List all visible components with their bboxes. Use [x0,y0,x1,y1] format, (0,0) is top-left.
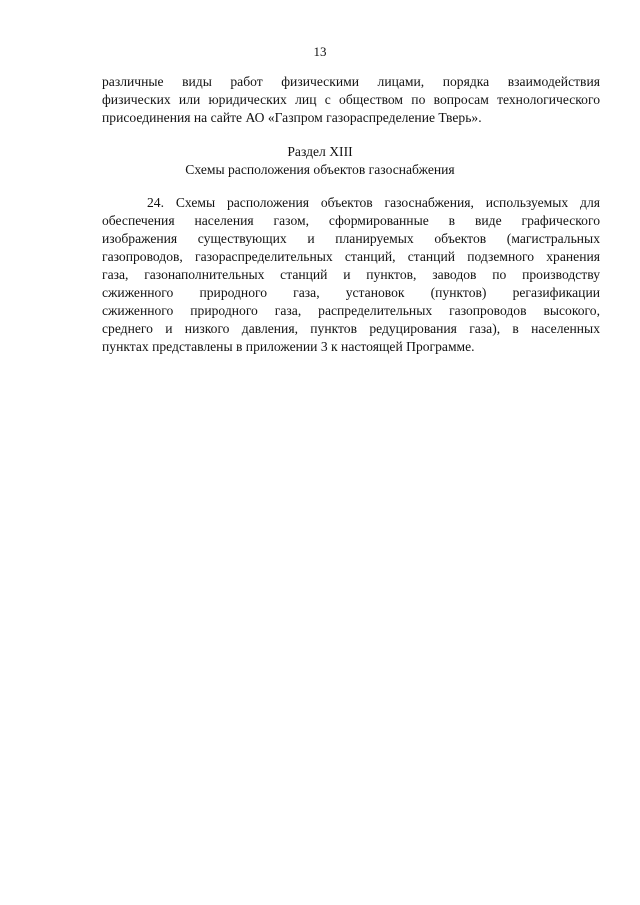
intro-line: физических или юридических лиц с обществом по вопросам технологического [102,92,600,107]
section-title: Схемы расположения объектов газоснабжения [185,162,455,177]
paragraph-line: пунктах представлены в приложении 3 к настоящей Программе. [102,339,475,354]
paragraph-line: среднего и низкого давления, пунктов редуцирования газа), в населенных [102,321,600,336]
paragraph-line: сжиженного природного газа, распределительных газопроводов высокого, [102,303,600,318]
section-number: Раздел XIII [287,144,353,159]
paragraph-line: газа, газонаполнительных станций и пунктов, заводов по производству [102,267,600,282]
paragraph-line: изображения существующих и планируемых объектов (магистральных [102,231,600,246]
page-number: 13 [313,44,327,59]
paragraph-line: сжиженного природного газа, установок (пунктов) регазификации [102,285,600,300]
intro-line: различные виды работ физическими лицами, порядка взаимодействия [102,74,600,89]
paragraph-line: 24. Схемы расположения объектов газоснабжения, используемых для [147,195,600,210]
intro-line: присоединения на сайте АО «Газпром газораспределение Тверь». [102,110,482,125]
paragraph-line: обеспечения населения газом, сформированные в виде графического [102,213,600,228]
paragraph-line: газопроводов, газораспределительных станций, станций подземного хранения [102,249,600,264]
